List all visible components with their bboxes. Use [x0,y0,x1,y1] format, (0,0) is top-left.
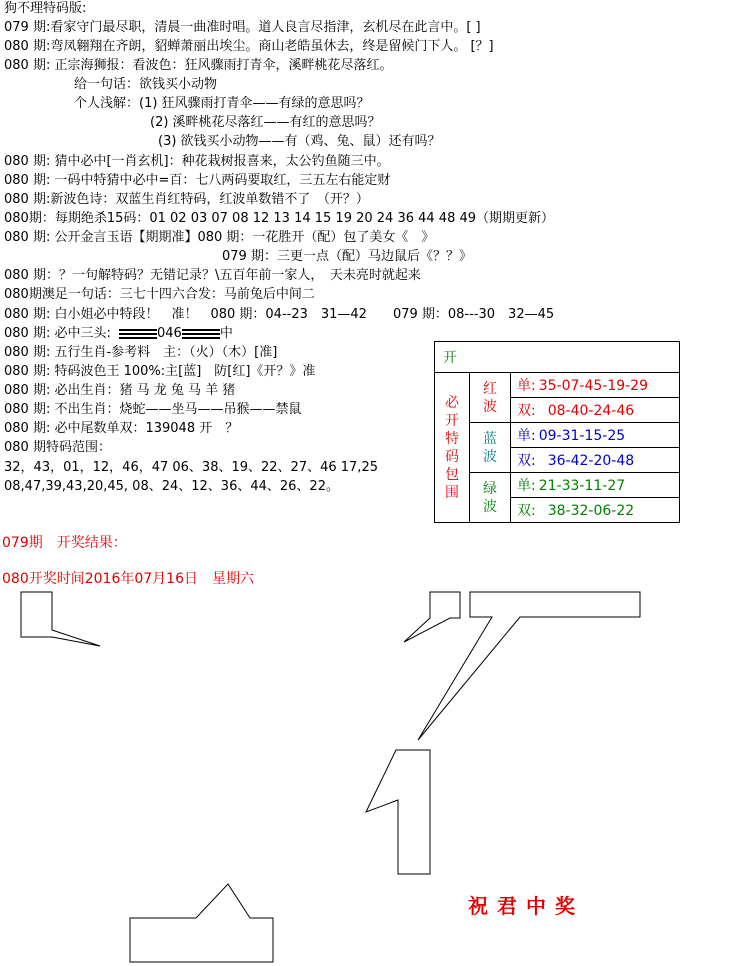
package-header: 开 [435,342,680,373]
blessing-text: 祝君中奖 [468,894,584,918]
digit-one-shape [366,750,430,874]
line-hint: 给一句话：欲钱买小动物 [74,77,218,92]
line-golden-words: 080 期: 公开金言玉语【期期准】080 期：一花胜开（配）包了美女《 》 [4,230,435,245]
wave-red-label: 红 波 [470,373,511,423]
callout-box-small [404,592,460,642]
line-kill-15: 080期：每期绝杀15码：01 02 03 07 08 12 13 14 15 19 20 24 36 44 48 49（期期更新） [4,211,555,226]
wave-blue-label: 蓝 波 [470,423,511,473]
line-must-zodiac: 080 期: 必出生肖：猪 马 龙 兔 马 羊 猪 [4,383,236,398]
package-side-text: 必 开 特 码 包 围 [445,394,459,501]
line-color-clue: 080 期: 正宗海狮报：看波色：狂风骤雨打青伞，溪畔桃花尽落红。 [4,58,393,73]
line-one-sentence: 080 期：？一句解特码？无错记录？\五百年前一家人， 天未亮时就起来 [4,268,421,283]
line-range-1: 32，43，01，12，46，47 06、38、19、22、27、46 17,25 [4,460,378,475]
line-wave-poem: 080 期:新波色诗：双蓝生肖红特码，红波单数错不了 （开？） [4,192,369,207]
line-tail-numbers: 080 期: 必中尾数单双：139048 开 ？ [4,421,239,436]
line-one-code: 080 期: 一码中特猜中必中=百：七八两码要取红，三五左右能定财 [4,173,391,188]
red-even-cell: 双: 08-40-24-46 [511,398,680,423]
line-macau-sentence: 080期澳足一句话：三七十四六合发：马前兔后中间二 [4,287,315,302]
callout-box-left [21,592,100,646]
blue-odd-cell: 单: 09-31-15-25 [511,423,680,448]
line-white-lady: 080 期: 白小姐必中特段！ 准！ 080 期：04--23 31—42 079 期：08---30 32—45 [4,307,555,322]
line-interp-2: (2) 溪畔桃花尽落红——有红的意思吗？ [150,115,381,130]
line-wave-king: 080 期: 特码波色王 100%:主[蓝] 防[红]《开？》准 [4,364,316,379]
line-080-clue: 080 期:弯凤翱翔在齐朗，貂蝉萧丽出埃尘。商山老皓虽休去，终是留候门下人。 [？] [4,39,494,54]
green-even-cell: 双: 38-32-06-22 [511,498,680,523]
line-zodiac-clue: 080 期: 猜中必中[一肖玄机]：种花栽树报喜来，太公钓鱼随三中。 [4,154,390,169]
blue-even-cell: 双: 36-42-20-48 [511,448,680,473]
line-five-elements: 080 期: 五行生肖-参考料 主：（火）（木）[准] [4,345,278,360]
line-interp-1: 个人浅解：(1) 狂风骤雨打青伞——有绿的意思吗？ [74,96,370,111]
page-title: 狗不理特码版: [4,1,87,16]
line-no-zodiac: 080 期: 不出生肖：烧蛇——坐马——吊猴——禁鼠 [4,402,302,417]
draw-time: 080开奖时间2016年07月16日 星期六 [2,571,254,587]
three-heads-number: 046 [156,326,182,341]
wave-green-label: 绿 波 [470,473,511,523]
line-range-title: 080 期特码范围： [4,440,111,455]
line-interp-3: (3) 欲钱买小动物——有（鸡、兔、鼠）还有吗？ [158,134,441,149]
result-heading: 079期 开奖结果： [2,535,127,551]
green-odd-cell: 单: 21-33-11-27 [511,473,680,498]
line-079-golden: 079 期：三更一点（配）马边鼠后《？？》 [222,249,472,264]
line-079-clue: 079 期:看家守门最尽职，清晨一曲准时唱。道人良言尽指津，玄机尽在此言中。[ ] [4,20,481,35]
line-range-2: 08,47,39,43,20,45, 08、24、12、36、44、26、22。 [4,479,339,494]
callout-box-bottom [130,884,273,962]
three-heads-suffix: 中 [219,326,233,341]
three-heads-label: 080 期: 必中三头: [4,326,111,341]
red-odd-cell: 单: 35-07-45-19-29 [511,373,680,398]
